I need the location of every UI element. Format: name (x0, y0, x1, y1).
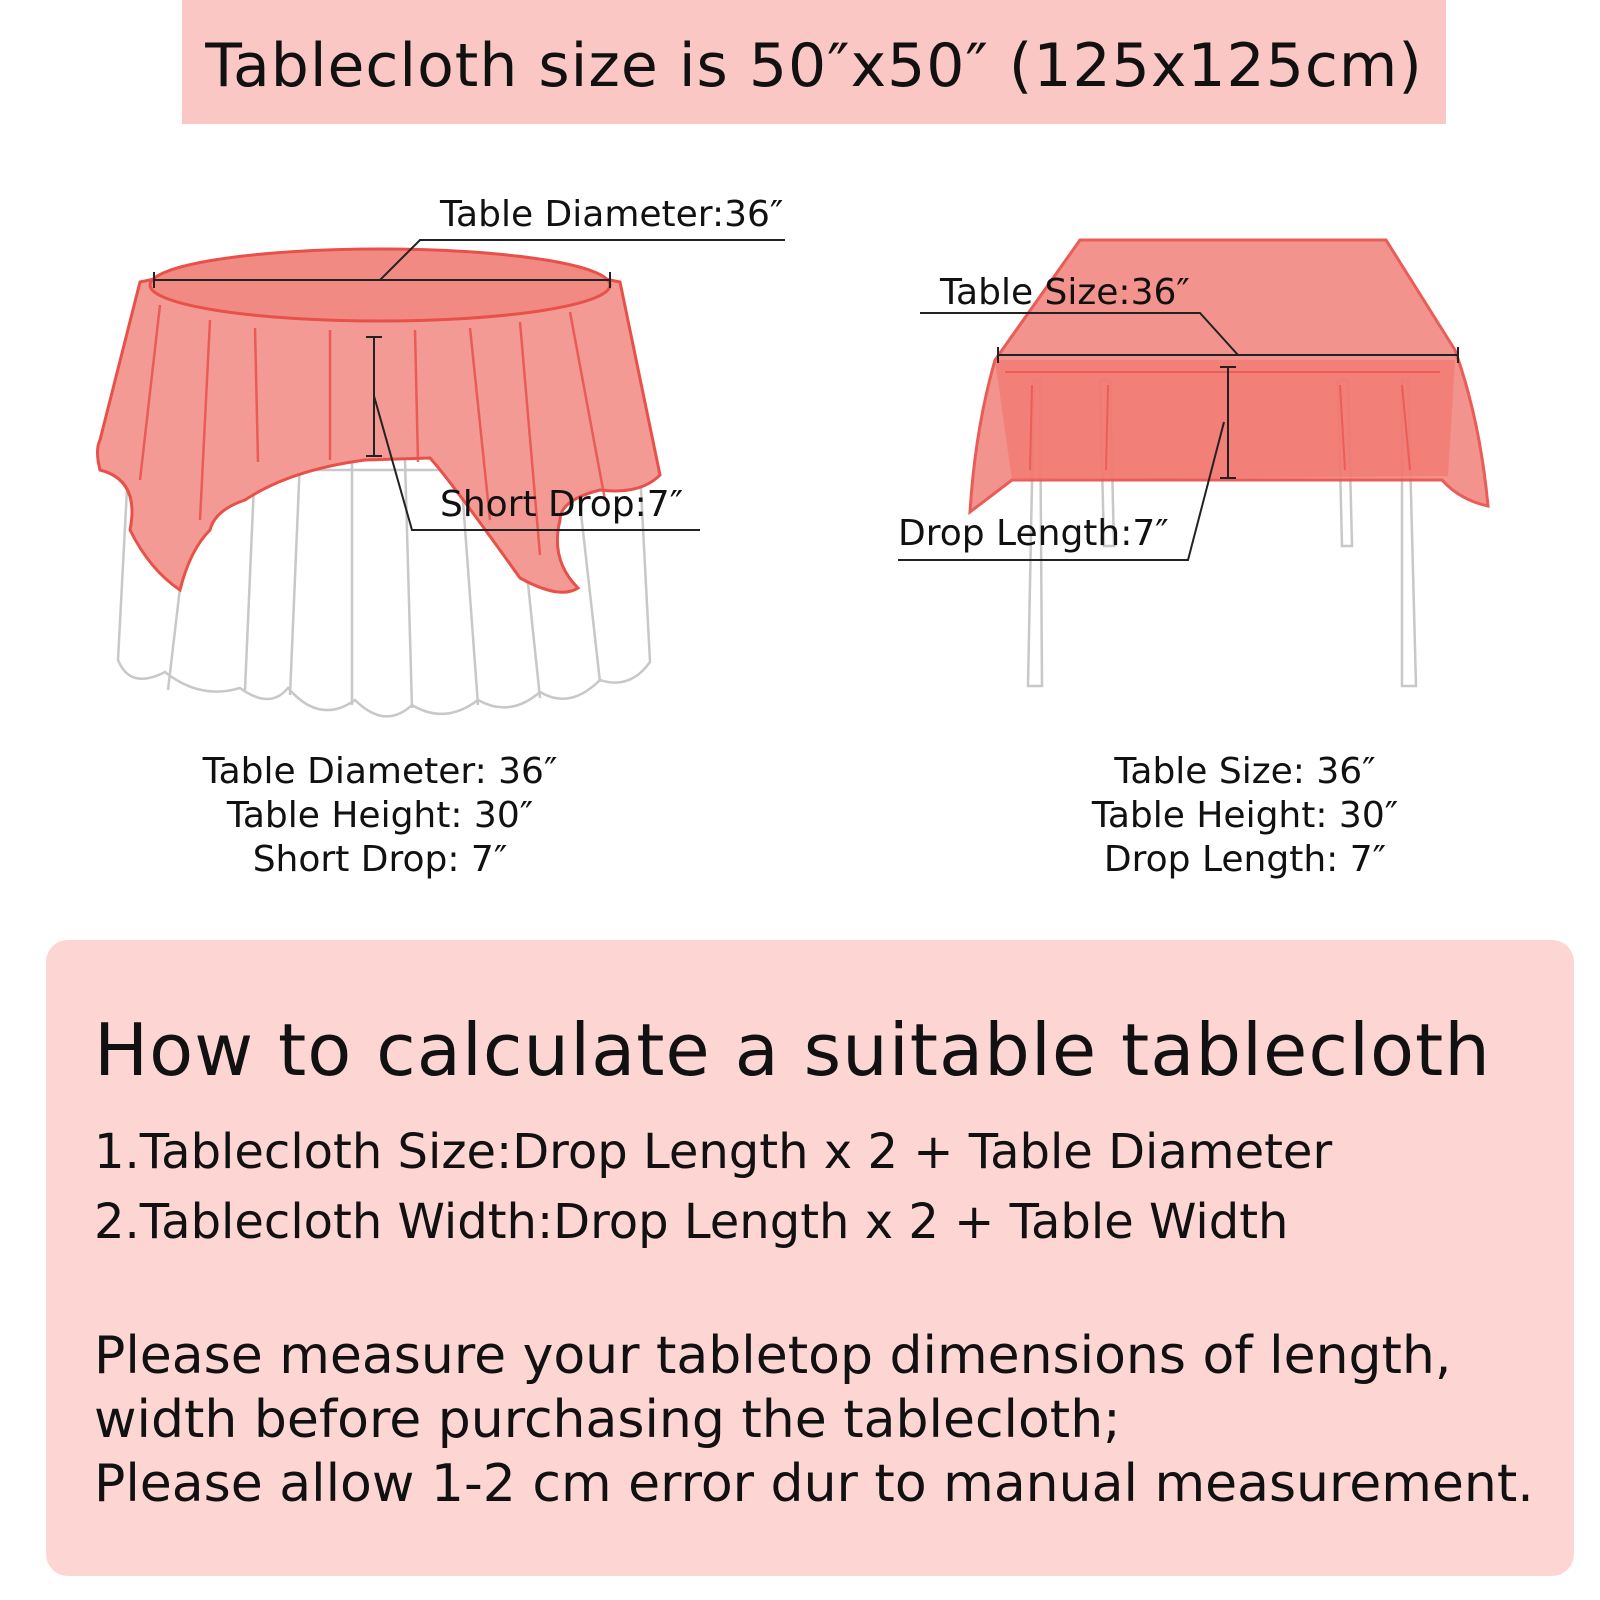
calculation-guide-panel (46, 940, 1574, 1576)
formula-size: 1.Tablecloth Size:Drop Length x 2 + Table Diameter (94, 1124, 1333, 1180)
square-table-illustration (898, 240, 1488, 686)
square-size-label: Table Size:36″ (940, 272, 1190, 313)
guide-title: How to calculate a suitable tablecloth (94, 1008, 1491, 1092)
cloth-front-drop (995, 360, 1455, 480)
round-drop-label: Short Drop:7″ (440, 484, 684, 525)
square-spec-size: Table Size: 36″ (1114, 751, 1376, 792)
round-spec-diameter: Table Diameter: 36″ (202, 751, 558, 792)
square-spec-drop: Drop Length: 7″ (1103, 839, 1387, 880)
square-drop-label: Drop Length:7″ (898, 513, 1169, 554)
formula-width: 2.Tablecloth Width:Drop Length x 2 + Table Width (94, 1194, 1289, 1250)
round-spec-drop: Short Drop: 7″ (252, 839, 508, 880)
note-line: Please allow 1-2 cm error dur to manual measurement. (94, 1454, 1534, 1514)
tabletop-ellipse (150, 249, 610, 321)
note-line: Please measure your tabletop dimensions of length, (94, 1326, 1452, 1386)
square-spec-height: Table Height: 30″ (1091, 795, 1399, 836)
tablecloth-illustrations (0, 140, 1600, 730)
banner-title: Tablecloth size is 50″x50″ (125x125cm) (205, 31, 1423, 101)
square-table-specs (945, 750, 1545, 882)
measurement-note (94, 1324, 1534, 1516)
note-line: width before purchasing the tablecloth; (94, 1390, 1121, 1450)
round-diameter-label: Table Diameter:36″ (440, 194, 784, 235)
size-banner (182, 0, 1446, 124)
round-table-specs (80, 750, 680, 882)
round-spec-height: Table Height: 30″ (226, 795, 534, 836)
round-table-illustration (98, 194, 786, 716)
